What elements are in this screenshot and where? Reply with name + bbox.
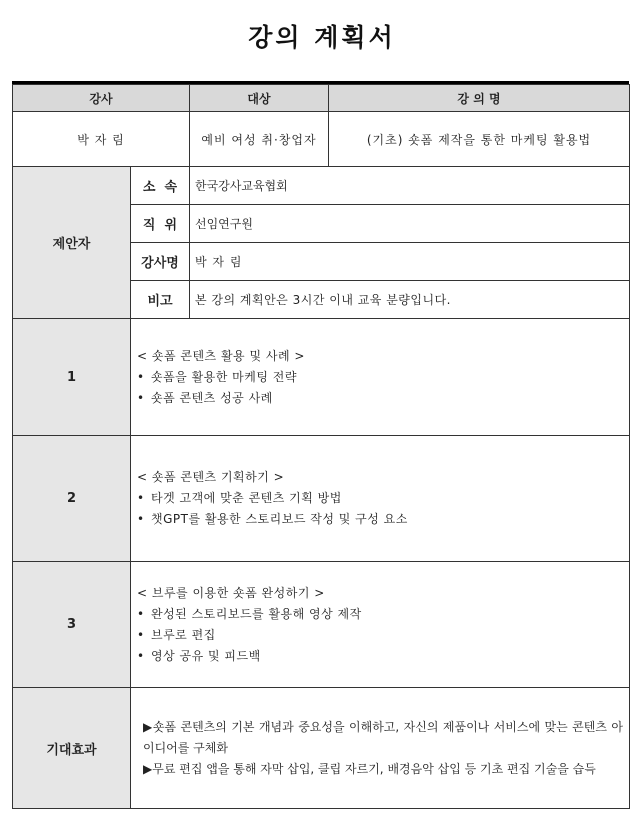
session-item-list — [137, 488, 621, 530]
session-content — [131, 436, 630, 562]
list-item: • 영상 공유 및 피드백 — [137, 646, 621, 667]
session-content — [131, 562, 630, 688]
instructor-name-label: 강사명 — [131, 243, 190, 281]
course-value: (기초) 숏폼 제작을 통한 마케팅 활용법 — [329, 112, 630, 167]
expected-effects-content — [131, 688, 630, 809]
session-heading: < 숏폼 콘텐츠 활용 및 사례 > — [137, 348, 305, 363]
proposer-label: 제안자 — [13, 167, 131, 319]
header-instructor: 강사 — [13, 85, 190, 112]
header-course: 강 의 명 — [329, 85, 630, 112]
list-item: • 브루로 편집 — [137, 625, 621, 646]
remark-value: 본 강의 계획안은 3시간 이내 교육 분량입니다. — [190, 281, 630, 319]
document-title: 강의 계획서 — [248, 23, 396, 52]
list-item: • 타겟 고객에 맞춘 콘텐츠 기획 방법 — [137, 488, 621, 509]
session-item-list — [137, 604, 621, 667]
target-value: 예비 여성 취·창업자 — [190, 112, 329, 167]
session-item-list — [137, 367, 621, 409]
effect-line: ▶무료 편집 앱을 통해 자막 삽입, 클립 자르기, 배경음악 삽입 등 기초 편집 기술을 습득 — [143, 761, 596, 776]
list-item: • 챗GPT를 활용한 스토리보드 작성 및 구성 요소 — [137, 509, 621, 530]
info-row — [13, 112, 630, 167]
session-row-2 — [13, 436, 630, 562]
affiliation-label: 소 속 — [131, 167, 190, 205]
list-item: • 완성된 스토리보드를 활용해 영상 제작 — [137, 604, 621, 625]
list-item: • 숏폼을 활용한 마케팅 전략 — [137, 367, 621, 388]
instructor-name-value: 박 자 림 — [190, 243, 630, 281]
lecture-plan-table — [12, 84, 630, 809]
list-item: • 숏폼 콘텐츠 성공 사례 — [137, 388, 621, 409]
effect-line: ▶숏폼 콘텐츠의 기본 개념과 중요성을 이해하고, 자신의 제품이나 서비스에 맞는 콘텐츠 아이디어를 구체화 — [143, 719, 623, 755]
position-label: 직 위 — [131, 205, 190, 243]
session-number: 1 — [13, 319, 131, 436]
session-row-3 — [13, 562, 630, 688]
remark-label: 비고 — [131, 281, 190, 319]
header-target: 대상 — [190, 85, 329, 112]
affiliation-value: 한국강사교육협회 — [190, 167, 630, 205]
expected-effects-label: 기대효과 — [13, 688, 131, 809]
proposer-row-affiliation — [13, 167, 630, 205]
session-content — [131, 319, 630, 436]
expected-effects-row — [13, 688, 630, 809]
session-number: 3 — [13, 562, 131, 688]
instructor-value: 박 자 림 — [13, 112, 190, 167]
session-heading: < 숏폼 콘텐츠 기획하기 > — [137, 470, 285, 484]
position-value: 선임연구원 — [190, 205, 630, 243]
header-row — [13, 85, 630, 112]
session-number: 2 — [13, 436, 131, 562]
session-row-1 — [13, 319, 630, 436]
session-heading: < 브루를 이용한 숏폼 완성하기 > — [137, 585, 325, 600]
